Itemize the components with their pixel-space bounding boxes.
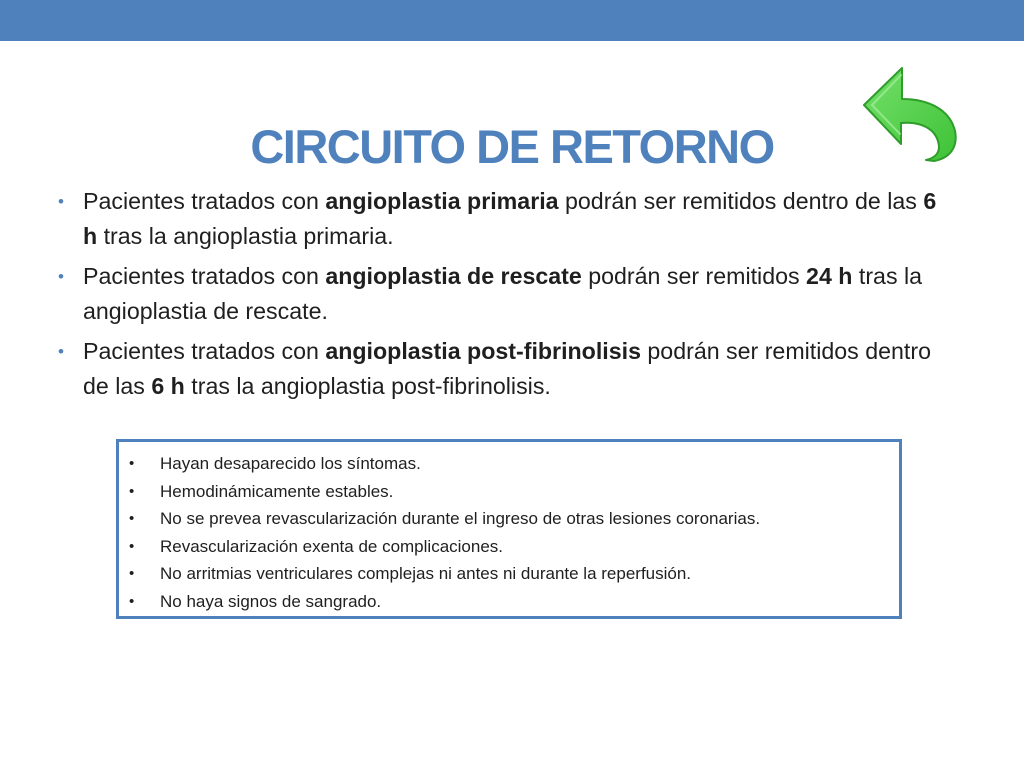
discharge-criteria-box <box>116 439 902 619</box>
back-button[interactable] <box>858 58 958 162</box>
criteria-item <box>119 505 899 533</box>
criteria-text: Revascularización exenta de complicaciones. <box>160 536 504 556</box>
bullet-dot-icon: • <box>129 482 135 500</box>
bullet-run: Pacientes tratados con <box>83 338 326 364</box>
criteria-list <box>119 442 899 615</box>
criteria-text: No haya signos de sangrado. <box>160 591 382 611</box>
bullet-dot-icon: • <box>129 592 135 610</box>
bullet-text <box>83 188 936 249</box>
criteria-item <box>119 450 899 478</box>
criteria-item <box>119 533 899 561</box>
bullet-run: tras la angioplastia post-fibrinolisis. <box>184 372 551 399</box>
bullet-run: podrán ser remitidos dentro de las <box>83 338 931 399</box>
bullet-run: tras la angioplastia primaria. <box>97 222 394 249</box>
criteria-text: No arritmias ventriculares complejas ni antes ni durante la reperfusión. <box>160 564 692 583</box>
bullet-text <box>83 338 931 399</box>
bullet-item <box>56 334 956 403</box>
bullet-dot-icon: • <box>129 565 135 582</box>
criteria-text: No se prevea revascularización durante el ingreso de otras lesiones coronarias. <box>160 509 761 528</box>
bullet-dot-icon: • <box>58 342 64 361</box>
criteria-item <box>119 560 899 588</box>
slide-title: CIRCUITO DE RETORNO <box>250 120 774 174</box>
top-header-bar <box>0 0 1024 41</box>
bullet-run: Pacientes tratados con <box>83 188 326 214</box>
bullet-dot-icon: • <box>58 192 64 211</box>
criteria-text: Hemodinámicamente estables. <box>160 481 394 501</box>
bullet-run: tras la angioplastia de rescate. <box>83 263 923 324</box>
bullet-run: podrán ser remitidos dentro de las <box>558 188 924 214</box>
bullet-dot-icon: • <box>129 537 135 555</box>
bullet-bold-run: angioplastia post-fibrinolisis <box>325 338 641 364</box>
main-bullet-list <box>56 184 956 409</box>
bullet-bold-run: angioplastia de rescate <box>325 263 582 289</box>
bullet-run: podrán ser remitidos <box>581 263 807 289</box>
curved-return-arrow-icon <box>858 58 958 162</box>
bullet-bold-run: angioplastia primaria <box>325 188 559 214</box>
bullet-run: Pacientes tratados con <box>83 263 326 289</box>
criteria-item <box>119 588 899 616</box>
bullet-dot-icon: • <box>129 510 135 527</box>
bullet-dot-icon: • <box>129 455 135 472</box>
bullet-bold-run: 24 h <box>806 263 853 289</box>
criteria-text: Hayan desaparecido los síntomas. <box>160 454 421 473</box>
bullet-bold-run: 6 h <box>151 372 185 399</box>
bullet-text <box>83 263 922 324</box>
criteria-item <box>119 478 899 506</box>
bullet-item <box>56 259 956 328</box>
bullet-dot-icon: • <box>58 267 64 286</box>
bullet-bold-run: 6 h <box>83 188 937 249</box>
bullet-item <box>56 184 956 253</box>
